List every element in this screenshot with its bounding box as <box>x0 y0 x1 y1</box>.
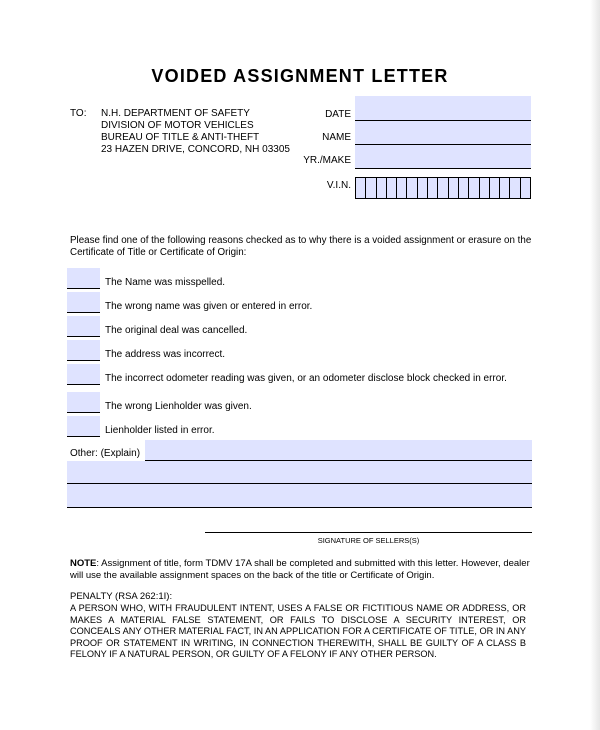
vin-digit-box[interactable] <box>386 177 396 199</box>
vin-digit-box[interactable] <box>509 177 519 199</box>
vin-digit-box[interactable] <box>396 177 406 199</box>
reason-label: The wrong Lienholder was given. <box>105 401 252 412</box>
address-line-4: 23 HAZEN DRIVE, CONCORD, NH 03305 <box>101 144 290 155</box>
vin-digit-box[interactable] <box>489 177 499 199</box>
date-label: DATE <box>325 109 351 120</box>
other-explain-line-2[interactable] <box>67 461 532 484</box>
reason-label: The original deal was cancelled. <box>105 325 248 336</box>
address-line-3: BUREAU OF TITLE & ANTI-THEFT <box>101 132 260 143</box>
address-line-2: DIVISION OF MOTOR VEHICLES <box>101 120 254 131</box>
name-field[interactable] <box>355 121 531 145</box>
vin-digit-box[interactable] <box>376 177 386 199</box>
signature-line[interactable] <box>205 532 532 533</box>
reason-label: Lienholder listed in error. <box>105 425 215 436</box>
reason-label: The wrong name was given or entered in error. <box>105 301 313 312</box>
penalty-heading: PENALTY (RSA 262:1I): <box>70 591 173 602</box>
other-explain-field[interactable] <box>145 440 532 461</box>
reason-checkbox-deal-cancelled[interactable] <box>67 316 100 337</box>
vin-digit-box[interactable] <box>427 177 437 199</box>
yr-make-label: YR./MAKE <box>303 155 351 166</box>
note-text: : Assignment of title, form TDMV 17A shall be completed and submitted with this letter. However, dealer will use the available assignment spaces on the back of the title or Certificate of Origin. <box>70 558 530 581</box>
date-field[interactable] <box>355 96 531 121</box>
reason-label: The address was incorrect. <box>105 349 226 360</box>
vin-digit-box[interactable] <box>499 177 509 199</box>
vin-digit-box[interactable] <box>448 177 458 199</box>
other-label: Other: (Explain) <box>70 448 141 459</box>
vin-digit-box[interactable] <box>406 177 416 199</box>
reason-checkbox-name-misspelled[interactable] <box>67 268 100 289</box>
other-explain-line-3[interactable] <box>67 484 532 508</box>
signature-label: SIGNATURE OF SELLERS(S) <box>317 536 420 545</box>
reason-checkbox-wrong-lienholder[interactable] <box>67 392 100 413</box>
reason-label: The Name was misspelled. <box>105 277 226 288</box>
note-label: NOTE <box>70 558 97 569</box>
document-title: VOIDED ASSIGNMENT LETTER <box>151 66 449 86</box>
vin-digit-box[interactable] <box>437 177 447 199</box>
vin-field[interactable] <box>355 177 531 199</box>
vin-label: V.I.N. <box>326 180 351 191</box>
page-edge-shadow <box>590 0 600 730</box>
vin-digit-box[interactable] <box>355 177 365 199</box>
to-label: TO: <box>70 108 87 119</box>
vin-digit-box[interactable] <box>520 177 531 199</box>
vin-digit-box[interactable] <box>458 177 468 199</box>
note-paragraph <box>70 558 540 582</box>
name-label: NAME <box>322 132 351 143</box>
reason-checkbox-address-incorrect[interactable] <box>67 340 100 361</box>
reason-label: The incorrect odometer reading was given, or an odometer disclose block checked in error. <box>105 373 507 384</box>
yr-make-field[interactable] <box>355 145 531 169</box>
address-line-1: N.H. DEPARTMENT OF SAFETY <box>101 108 250 119</box>
vin-digit-box[interactable] <box>479 177 489 199</box>
vin-digit-box[interactable] <box>417 177 427 199</box>
vin-digit-box[interactable] <box>468 177 478 199</box>
reason-checkbox-lienholder-error[interactable] <box>67 416 100 437</box>
reason-checkbox-wrong-name[interactable] <box>67 292 100 313</box>
intro-text: Please find one of the following reasons checked as to why there is a voided assignment or erasure on the Certificate of Title or Certificate of Origin: <box>70 235 532 258</box>
reason-checkbox-odometer[interactable] <box>67 364 100 385</box>
vin-digit-box[interactable] <box>365 177 375 199</box>
penalty-text: A PERSON WHO, WITH FRAUDULENT INTENT, USES A FALSE OR FICTITIOUS NAME OR ADDRESS, OR MAKES A MATERIAL FALSE STATEMENT, OR FAILS TO DISCLOSE A SECURITY INTEREST, OR CONCEALS ANY OTHER MATERIAL FACT, IN AN APPLICATION FOR A CERTIFICATE OF TITLE, OR IN ANY PROOF OR STATEMENT IN WRITING, IN CONNECTION THEREWITH, SHALL BE GUILTY OF A CLASS B FELONY IF A NATURAL PERSON, OR GUILTY OF A FELONY IF ANY OTHER PERSON. <box>70 603 526 660</box>
